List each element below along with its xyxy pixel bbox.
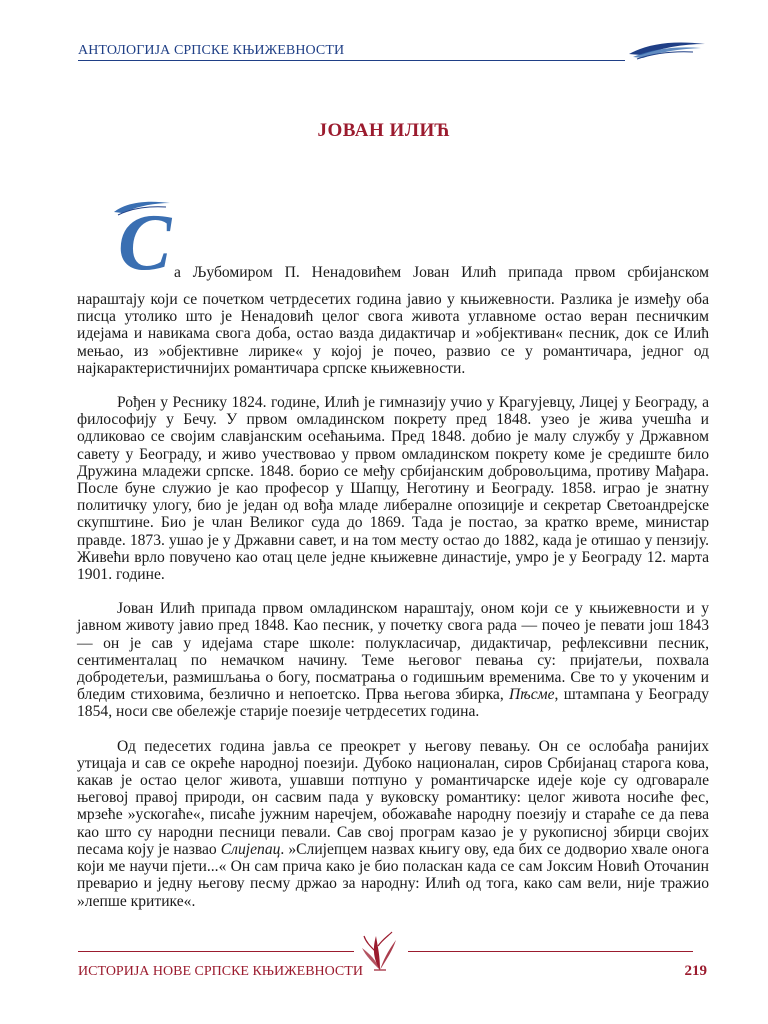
paragraph-3-text-a: Јован Илић припада првом омладинском нараштају, оном који се у књижевности и у јавном животу јавио пред 1848. Као песник, у почетку свога рада — почео је певати још 1843 — он је сав у идејама старе школе: полукласичар, дидактичар, рефлексивни песник, сентименталац по немачком начину. Теме његовог певања су: пријатељи, похвала добродетељи, размишљања о богу, посматрања о годишњим временима. Све то у укоченим и бледим стиховима, безлично и непоетско. Прва његова збирка,	[77, 600, 709, 704]
feather-swoosh-icon	[627, 38, 707, 60]
paragraph-4	[77, 738, 709, 910]
book-title-pesme: Пѣсме	[509, 686, 555, 704]
flourish-ornament-icon	[356, 926, 404, 974]
paragraph-3	[77, 600, 709, 720]
first-paragraph-first-line: а Љубомиром П. Ненадовићем Јован Илић припада првом србијанском	[174, 264, 709, 281]
drop-cap	[112, 198, 178, 287]
running-footer-title: ИСТОРИЈА НОВЕ СРПСКЕ КЊИЖЕВНОСТИ	[78, 964, 363, 979]
paragraph-4-text-a: Од педесетих година јавља се преокрет у његову певању. Он се ослобађа ранијих утицаја и сав се окреће народној поезији. Дубоко националан, сиров Србијанац старога кова, какав је остао целог живота, ушавши потпуно у романтичарске идеје које су одговарале његовој правој природи, он сасвим пада у вуковску романтику: целог живота носиће фес, мрзеће »ускогаће«, писаће јужним наречјем, обожаваће народну поезију и стараће се да пева као што су народни песници певали. Сав свој програм казао је у рукописној збирци својих песама коју је назвао	[77, 737, 709, 858]
chapter-title: ЈОВАН ИЛИЋ	[317, 120, 451, 141]
paragraph-2: Рођен у Реснику 1824. године, Илић је гимназију учио у Крагујевцу, Лицеј у Београду, а философију у Бечу. У првом омладинском покрету пред 1848. узео је жива учешћа и одликовао се својим славјанским осећањима. Пред 1848. добио је малу службу у Државном савету у Београду, и живо учествовао у првом омладинском покрету коме је средиште било Дружина младежи српске. 1848. борио се међу србијанским добровољцима, противу Мађара. После буне служио је као професор у Шапцу, Неготину и Београду. 1858. играо је знатну политичку улогу, био је један од вођа младе либералне опозиције и секретар Светоандрејске скупштине. Био је члан Великог суда до 1869. Тада је постао, за кратко време, министар правде. 1873. ушао је у Државни савет, и на том месту остао до 1882, када је отишао у пензију. Живећи врло повучено као отац целе једне књижевне династије, умро је у Београду 12. марта 1901. године.	[77, 394, 709, 584]
body-text	[77, 291, 709, 927]
book-title-slijepac: Слијепац	[220, 840, 281, 858]
drop-cap-letter: С	[118, 199, 172, 287]
footer-rule-left	[78, 951, 354, 952]
paragraph-1: нараштају који се почетком четрдесетих година јавио у књижевности. Разлика је између оба писца утолико што је Ненадовић целог свога живота углавноме остао веран песничким идејама и навикама свога доба, остао вазда дидактичар и »објективан« песник, док се Илић мењао, из »објективне лирике« у којој је почео, развио се у романтичара, једног од најкарактеристичнијих романтичара српске књижевности.	[77, 291, 709, 377]
running-header-title: АНТОЛОГИЈА СРПСКЕ КЊИЖЕВНОСТИ	[78, 43, 345, 58]
header-rule	[78, 60, 625, 61]
page-number: 219	[684, 963, 707, 979]
paragraph-4-text-b: . »Слијепцем назвах књигу ову, еда бих се додворио хвале онога који ме научи пјети...« Он сам прича како је био поласкан када се сам Јоксим Новић Оточанин преварио и једну његову песму држао за народну: Илић од тога, како сам вели, није тражио »лепше критике«.	[77, 840, 709, 910]
footer-rule-right	[408, 951, 693, 952]
paragraph-3-text-b: , штампана у Београду 1854, носи све обележје старије поезије четрдесетих година.	[77, 686, 709, 721]
